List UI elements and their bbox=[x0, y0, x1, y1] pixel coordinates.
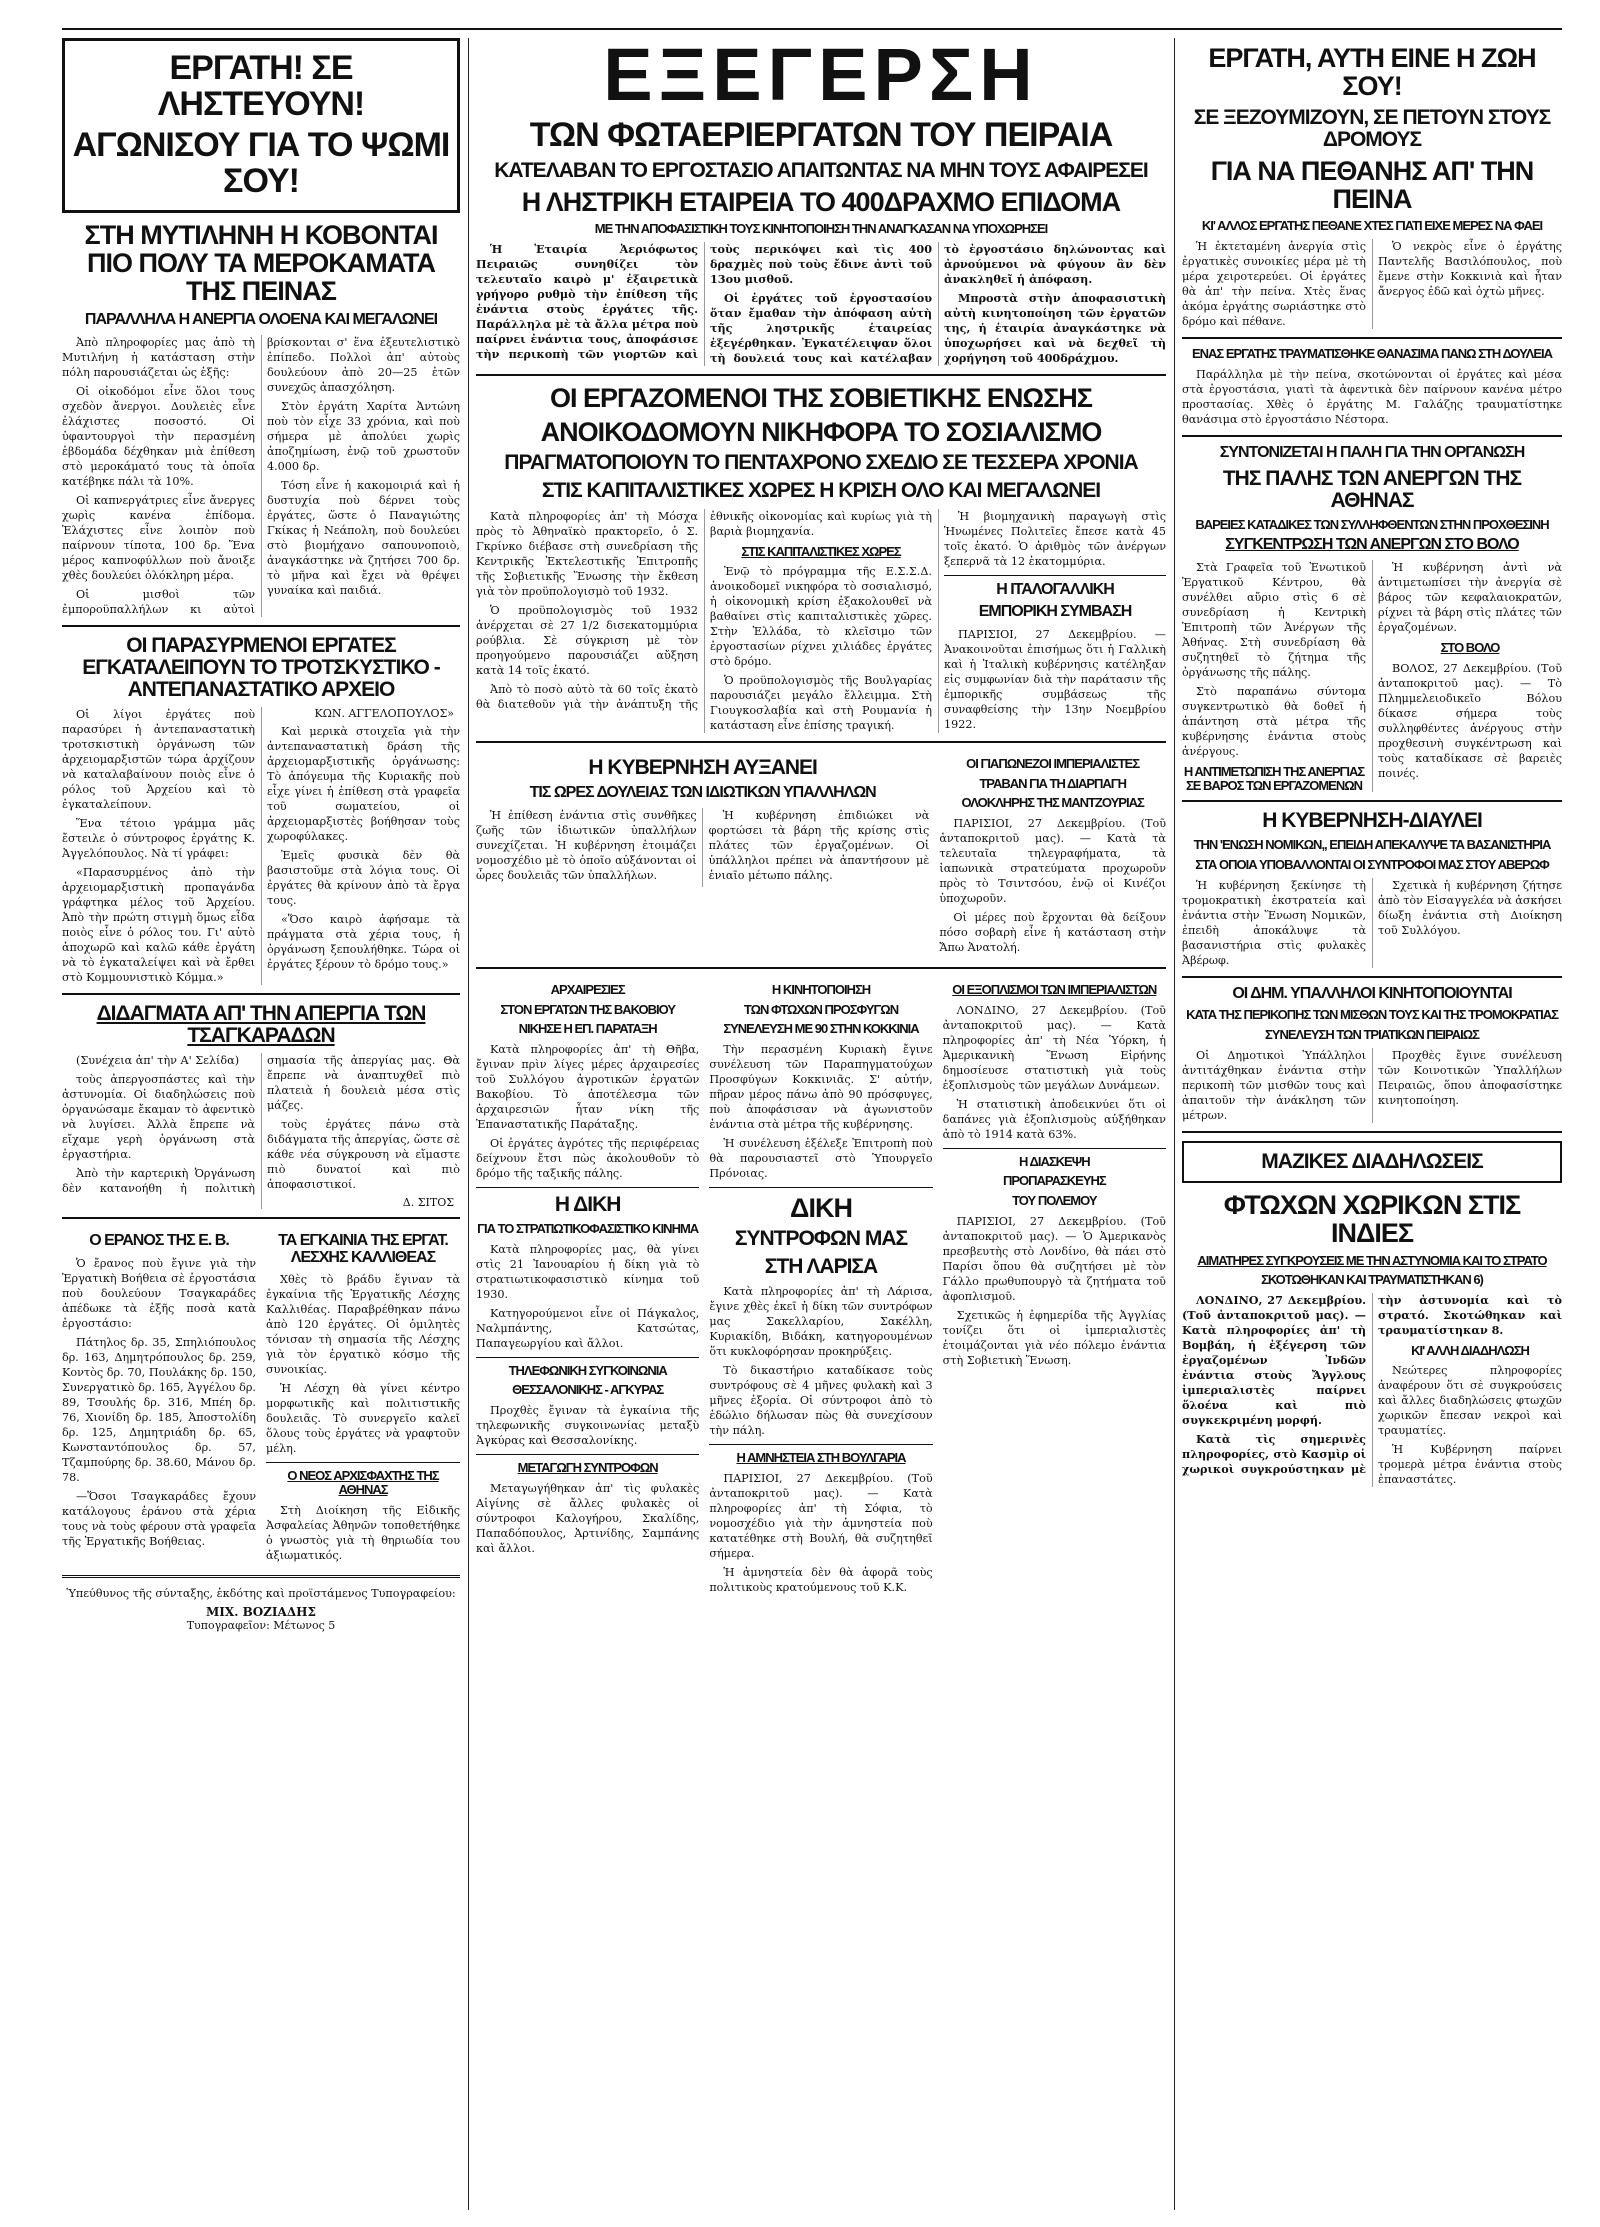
paragraph: Στὴ Διοίκηση τῆς Εἰδικῆς Ἀσφαλείας Ἀθηνῶν τοποθετήθηκε ὁ γνωστὸς γιὰ τὴ θηριωδία του ἀξιωματικός. bbox=[266, 1503, 460, 1562]
paragraph: Οἱ λίγοι ἐργάτες ποὺ παρασύρει ἡ ἀντεπαναστατικὴ τροτσκιστικὴ ὀργάνωση τῶν ἀρχειομαρξιστῶν τώρα ἀρχίζουν νὰ καταλαβαίνουν ποιὸς εἶνε ὁ ρόλος τοῦ Ἀρχείου καὶ τὸ ἐγκαταλείπουν. bbox=[62, 707, 255, 811]
paragraph: Ὁ προϋπολογισμὸς τῆς Βουλγαρίας παρουσιάζει μεγάλο ἔλλειμμα. Στὴ Γιουγκοσλαβία καὶ στὴ Ρουμανία ἡ κατάσταση εἶνε ἐπίσης τραγική. bbox=[710, 674, 932, 733]
newspaper-page bbox=[62, 20, 1562, 2210]
headline: ΑΡΧΑΙΡΕΣΙΕΣ bbox=[550, 982, 625, 998]
headline: Η ΚΥΒΕΡΝΗΣΗ-ΔΙΑΥΛΕΙ bbox=[1262, 809, 1482, 833]
divider bbox=[476, 967, 1166, 969]
paragraph: Ὁ προϋπολογισμὸς τοῦ 1932 ἀνέρχεται σὲ 27 1/2 δισεκατομμύρια ρούβλια. Σὲ σύγκριση μὲ τὸν προηγούμενο παρουσιάζει αὔξηση κατὰ 14 τοῖς ἑκατό. bbox=[476, 603, 698, 677]
column-left bbox=[62, 38, 460, 2210]
paragraph: Κατὰ τὶς σημερινὲς πληροφορίες, στὸ Κασμὶρ οἱ χωρικοὶ συγκρούστηκαν μὲ τὴν ἀστυνομία καὶ τὸ στρατό. Σκοτώθηκαν καὶ τραυματίστηκαν 8. bbox=[1182, 1292, 1562, 1476]
headline: ΠΡΟΠΑΡΑΣΚΕΥΗΣ bbox=[1002, 1173, 1106, 1189]
paragraph: ΒΟΛΟΣ, 27 Δεκεμβρίου. (Τοῦ ἀνταποκριτοῦ μας). — Τὸ Πλημμελειοδικεῖο Βόλου δίκασε σήμερα τοὺς συλληφθέντες ἀνέργους στὴν προχθεσινὴ συγκέντρωση καὶ τοὺς καταδίκασε σὲ βαρειὲς ποινές. bbox=[1378, 661, 1562, 780]
headline: Ο ΕΡΑΝΟΣ ΤΗΣ Ε. Β. bbox=[89, 1231, 229, 1249]
paragraph: Ὁ νεκρὸς εἶνε ὁ ἐργάτης Παντελῆς Βασιλόπουλος, ποὺ ἔμενε στὴν Κοκκινιὰ καὶ ἦταν ἄνεργος ἐδῶ καὶ ὀχτὼ μῆνες. bbox=[1378, 240, 1562, 299]
headline: ΤΟΥ ΠΟΛΕΜΟΥ bbox=[1012, 1192, 1097, 1208]
article-body bbox=[62, 335, 460, 617]
divider bbox=[944, 575, 1166, 576]
headline: ΜΑΖΙΚΕΣ ΔΙΑΔΗΛΩΣΕΙΣ bbox=[1261, 1149, 1483, 1173]
paragraph: Κατὰ πληροφορίες ἀπ' τὴ Μόσχα πρὸς τὸ Ἀθηναϊκὸ πρακτορεῖο, ὁ Σ. Γκρίνκο διέβασε στὴ συνεδρίαση τῆς Κεντρικῆς Ἐκτελεστικῆς Ἐπιτροπῆς τῆς Σοβιετικῆς Ἕνωσης τὴν ἔκθεση γιὰ τὸν προϋπολογισμὸ τοῦ 1932. bbox=[476, 509, 698, 598]
headline: ΔΙΔΑΓΜΑΤΑ ΑΠ' ΤΗΝ ΑΠΕΡΓΙΑ ΤΩΝ ΤΣΑΓΚΑΡΑΔΩΝ bbox=[96, 1001, 426, 1047]
paragraph: Τὴν περασμένη Κυριακὴ ἔγινε συνέλευση τῶν Παραπηγματούχων Προσφύγων Κοκκινιᾶς. Σ' αὐτήν, πῆραν μέρος πάνω ἀπὸ 90 πρόσφυγες, ποὺ ἀποφάσισαν νὰ ἀγωνιστοῦν ἐνάντια στὰ μέτρα τῆς κυβέρνησης. bbox=[709, 1042, 933, 1131]
article-body bbox=[1182, 560, 1562, 792]
paragraph: Ἀπὸ πληροφορίες μας ἀπὸ τὴ Μυτιλήνη ἡ κατάσταση στὴν πόλη παρουσιάζεται ὡς ἑξῆς: bbox=[62, 335, 255, 379]
divider bbox=[266, 1462, 460, 1463]
paragraph: ΠΑΡΙΣΙΟΙ, 27 Δεκεμβρίου. (Τοῦ ἀνταποκριτοῦ μας). — Κατὰ τὰ τελευταῖα τηλεγραφήματα, τὰ ἰαπωνικὰ στρατεύματα προχωροῦν πρὸς τὸ Τσιντσόου, ἐνῷ οἱ Κινέζοι ὑποχωροῦν. bbox=[939, 817, 1166, 906]
divider bbox=[62, 993, 460, 995]
paragraph: Οἱ μισθοὶ τῶν ἐμποροϋπαλλήλων κι αὐτοὶ βρίσκονται σ' ἕνα ἐξευτελιστικὸ ἐπίπεδο. Πολλοὶ ἀπ' αὐτοὺς δουλεύουν ἀπὸ 20—25 ἑτῶν συνεχῶς ἀπασχόληση. bbox=[62, 335, 460, 616]
paragraph: Στὰ Γραφεῖα τοῦ Ἑνωτικοῦ Ἐργατικοῦ Κέντρου, θὰ συνέλθει αὔριο στὶς 6 σὲ συνεδρίαση ἡ Κεντρικὴ Ἐπιτροπὴ τῶν Ἀνέργων τῆς Ἀθήνας. Στὴ συνεδρίαση θὰ συζητηθεῖ τὸ ζήτημα τῆς ὀργάνωσης τῆς πάλης. bbox=[1182, 561, 1366, 680]
imprint-address: Τυπογραφεῖον: Μέτωνος 5 bbox=[186, 1618, 336, 1632]
subheadline: ΠΑΡΑΛΛΗΛΑ Η ΑΝΕΡΓΙΑ ΟΛΟΕΝΑ ΚΑΙ ΜΕΓΑΛΩΝΕΙ bbox=[84, 310, 438, 328]
center-bottom-row bbox=[476, 977, 1166, 1599]
headline-line: ΜΕ ΤΗΝ ΑΠΟΦΑΣΙΣΤΙΚΗ ΤΟΥΣ ΚΙΝΗΤΟΠΟΙΗΣΗ ΤΗΝ ΑΝΑΓΚΑΣΑΝ ΝΑ ΥΠΟΧΩΡΗΣΕΙ bbox=[594, 221, 1048, 237]
headline: ΣΥΝΤΟΝΙΖΕΤΑΙ Η ΠΑΛΗ ΓΙΑ ΤΗΝ ΟΡΓΑΝΩΣΗ bbox=[1219, 443, 1525, 461]
paragraph: ΛΟΝΔΙΝΟ, 27 Δεκεμβρίου. (Τοῦ ἀνταποκριτοῦ μας). — Κατὰ πληροφορίες ἀπ' τὴ Βομβάη, ἡ ἐξέγερση τῶν ἐργαζομένων Ἰνδῶν ἐνάντια στοὺς Ἄγγλους ἰμπεριαλιστὲς παίρνει ὅλοένα καὶ πιὸ συγκεκριμένη μορφή. bbox=[1182, 1292, 1366, 1427]
paragraph: Οἱ ἐργάτες τοῦ ἐργοστασίου ὅταν ἔμαθαν τὴν ἀπόφαση αὐτὴ τῆς ληστρικῆς ἑταιρείας ἐξεγέρθηκαν. Ἐγκατέλειψαν ὅλοι τὴ δουλειά τους καὶ κατέλαβαν τὸ ἐργοστάσιο δηλώνοντας καὶ ἀρνούμενοι νὰ φύγουν ἂν δὲν ἀνακληθεῖ ἡ ἀπόφαση. bbox=[710, 241, 1166, 365]
headline: ΤΗΛΕΦΩΝΙΚΗ ΣΥΓΚΟΙΝΩΝΙΑ bbox=[508, 1362, 667, 1378]
headline: ΣΤΑ ΟΠΟΙΑ ΥΠΟΒΑΛΛΟΝΤΑΙ ΟΙ ΣΥΝΤΡΟΦΟΙ ΜΑΣ ΣΤΟΥ ΑΒΕΡΩΦ bbox=[1195, 857, 1549, 873]
subheadline: Η ΑΝΤΙΜΕΤΩΠΙΣΗ ΤΗΣ ΑΝΕΡΓΙΑΣ ΣΕ ΒΑΡΟΣ ΤΩΝ ΕΡΓΑΖΟΜΕΝΩΝ bbox=[1183, 764, 1365, 793]
divider bbox=[943, 1148, 1166, 1149]
imprint-text: Ὑπεύθυνος τῆς σύνταξης, ἐκδότης καὶ προϊστάμενος Τυπογραφείου: bbox=[66, 1586, 456, 1600]
headline: ΣΤΟΝ ΕΡΓΑΤΩΝ ΤΗΣ ΒΑΚΟΒΙΟΥ bbox=[500, 1001, 675, 1017]
paragraph: Ἡ στατιστικὴ ἀποδεικνύει ὅτι οἱ δαπάνες γιὰ ἐξοπλισμοὺς αὐξήθηκαν ἀπὸ τὸ 1914 κατὰ 63%. bbox=[942, 1097, 1166, 1141]
headline: ΜΕΤΑΓΩΓΗ ΣΥΝΤΡΟΦΩΝ bbox=[517, 1459, 658, 1475]
divider bbox=[62, 625, 460, 627]
center-subcol-3 bbox=[943, 977, 1166, 1599]
paragraph: Κατὰ πληροφορίες ἀπ' τὴ Θῆβα, ἔγιναν πρὶν λίγες μέρες ἀρχαιρεσίες τοῦ Συλλόγου ἀγροτικῶν ἐργατῶν Βακοβίου. Τὸ ἀποτέλεσμα τῶν ἀρχαιρεσιῶν ἦταν νίκη τῆς Ἐπαναστατικῆς Παράταξης. bbox=[476, 1042, 700, 1131]
divider bbox=[1182, 435, 1562, 437]
banner-line1: ΕΡΓΑΤΗ! ΣΕ ΛΗΣΤΕΥΟΥΝ! bbox=[157, 49, 365, 123]
paragraph: «Ὅσο καιρὸ ἀφήσαμε τὰ πράγματα στὰ χέρια τους, ἡ ὀργάνωση ξεπουλήθηκε. Τώρα οἱ ἐργάτες ξέρουν τὸ δρόμο τους.» bbox=[267, 912, 460, 971]
divider bbox=[709, 1444, 932, 1445]
banner-line: ΣΕ ΞΕΖΟΥΜΙΖΟΥΝ, ΣΕ ΠΕΤΟΥΝ ΣΤΟΥΣ ΔΡΟΜΟΥΣ bbox=[1193, 105, 1551, 151]
article-body bbox=[1182, 1293, 1562, 1488]
paragraph: Σχετικὰ ἡ κυβέρνηση ζήτησε ἀπὸ τὸν Εἰσαγγελέα νὰ ἀσκήσει δίωξη ἐνάντια στὴ Διοίκηση τοῦ Συλλόγου. bbox=[1378, 878, 1562, 937]
article-kallithea bbox=[266, 1227, 460, 1567]
paragraph: Ἡ βιομηχανικὴ παραγωγὴ στὶς Ἡνωμένες Πολιτεῖες ἔπεσε κατὰ 45 τοῖς ἑκατό. Ὁ ἀριθμὸς τῶν ἀνέργων ξεπερνᾶ τὰ 12 ἑκατομμύρια. bbox=[944, 509, 1166, 568]
divider bbox=[1182, 1131, 1562, 1133]
paragraph: Οἱ ἐργάτες ἀγρότες τῆς περιφέρειας δείχνουν ἔτσι πὼς ἀκολουθοῦν τὸ δρόμο τῆς ταξικῆς πάλης. bbox=[476, 1136, 700, 1180]
paragraph: Ἡ κυβέρνηση ξεκίνησε τὴ τρομοκρατικὴ ἐκστρατεία καὶ ἐνάντια στὴν Ἕνωση Νομικῶν, ἐπειδὴ ἀποκάλυψε τὰ βασανιστήρια στὶς φυλακὲς Ἀβέρωφ. bbox=[1182, 878, 1366, 967]
divider bbox=[1182, 976, 1562, 978]
headline: ΤΩΝ ΦΤΩΧΩΝ ΠΡΟΣΦΥΓΩΝ bbox=[743, 1001, 899, 1017]
paragraph: Στὸν ἐργάτη Χαρίτα Ἀντώνη ποὺ τὸν εἶχε 33 χρόνια, καὶ ποὺ σήμερα μὲ ἀπολύει χωρὶς ἀποζημίωση, ἐνῷ τοῦ χρωστοῦν 4.000 δρ. bbox=[267, 399, 460, 473]
headline: Η ΚΙΝΗΤΟΠΟΙΗΣΗ bbox=[771, 982, 871, 998]
headline: Η ΙΤΑΛΟΓΑΛΛΙΚΗ bbox=[996, 580, 1114, 598]
center-row bbox=[476, 751, 1166, 959]
headline: ΤΗΝ 'ΕΝΩΣΗ ΝΟΜΙΚΩΝ,, ΕΠΕΙΔΗ ΑΠΕΚΑΛΥΨΕ ΤΑ ΒΑΣΑΝΙΣΤΗΡΙΑ bbox=[1193, 837, 1551, 853]
paragraph: Τόση εἶνε ἡ κακομοιριά καὶ ἡ δυστυχία ποὺ δέρνει τοὺς ἐργάτες, ὥστε ὁ Παναγιώτης Γκίκας ἡ Νεάπολη, ποὺ δουλεύει στὸ βιομήχανο σαπουνοποιὸ, ἀναγκάστηκε νὰ ζητήσει 700 δρ. τὸ μῆνα καὶ ἔχει νὰ θρέψει γυναίκα καὶ παιδιά. bbox=[267, 478, 460, 597]
headline: Η ΔΙΑΣΚΕΨΗ bbox=[1019, 1153, 1090, 1169]
column-right bbox=[1182, 38, 1562, 2210]
paragraph: Πάτηλος δρ. 35, Σπηλιόπουλος δρ. 163, Δημητρόπουλος δρ. 259, Κοντὸς δρ. 70, Πουλάκης δρ. 150, Συνεργατικὸ δρ. 165, Ἀγγέλου δρ. 89, Τσουλής δρ. 316, Μπέη δρ. 76, Χιονίδη δρ. 185, Ἀποστολίδη δρ. 125, Δημητριάδη δρ. 65, Κωνσταντόπουλος δρ. 57, Τζαμπούρης δρ. 38.60, Μάνου δρ. 78. bbox=[62, 1335, 256, 1484]
paragraph: Ἡ κυβέρνηση ἀντὶ νὰ ἀντιμετωπίσει τὴν ἀνεργία σὲ βάρος τῶν κεφαλαιοκρατῶν, ρίχνει τὰ βάρη στὶς πλάτες τῶν ἐργαζομένων. bbox=[1378, 561, 1562, 635]
divider bbox=[1182, 800, 1562, 802]
paragraph: «Παρασυρμένος ἀπὸ τὴν ἀρχειομαρξιστικὴ προπαγάνδα γράφτηκα μέλος τοῦ Ἀρχείου. Ἀπὸ τὴν πρώτη στιγμὴ ὅμως εἶδα ποιὸς εἶνε ὁ ρόλος του. Γι' αὐτὸ ἀποχωρῶ καὶ καλῶ κάθε ἐργάτη νὰ τὸ ἐγκαταλείψει καὶ νὰ ἔρθει στὸ Κομμουνιστικὸ Κόμμα.» bbox=[62, 865, 255, 984]
headline: ΝΙΚΗΣΕ Η ΕΠ. ΠΑΡΑΤΑΞΗ bbox=[518, 1021, 657, 1037]
headline: Ο ΝΕΟΣ ΑΡΧΙΣΦΑΧΤΗΣ ΤΗΣ ΑΘΗΝΑΣ bbox=[287, 1468, 439, 1498]
subheadline: ΣΤΙΣ ΚΑΠΙΤΑΛΙΣΤΙΚΕΣ ΧΩΡΕΣ bbox=[741, 543, 901, 559]
paragraph: ΠΑΡΙΣΙΟΙ, 27 Δεκεμβρίου. — Ἀνακοινοῦται ἐπισήμως ὅτι ἡ Γαλλικὴ καὶ ἡ Ἰταλικὴ κυβέρνησις κατέληξαν εἰς συμφωνίαν διὰ τὴν παράτασιν τῆς ἐμπορικῆς συμβάσεως τῆς συναφθείσης τὴν 13ην Νοεμβρίου 1922. bbox=[944, 628, 1166, 732]
article-private bbox=[476, 751, 929, 959]
headline: Η ΑΜΝΗΣΤΕΙΑ ΣΤΗ ΒΟΥΛΓΑΡΙΑ bbox=[736, 1450, 906, 1466]
center-subcol-2 bbox=[709, 977, 932, 1599]
paragraph: Μεταγωγήθηκαν ἀπ' τὶς φυλακὲς Αἰγίνης σὲ ἄλλες φυλακὲς οἱ σύντροφοι Καλογήρου, Σκαλίδης, Παπαδόπουλος, Ἀρτινίδης, Σαμπάνης καὶ ἄλλοι. bbox=[476, 1481, 700, 1555]
paragraph: Σχετικῶς ἡ ἐφημερίδα τῆς Ἀγγλίας τονίζει ὅτι οἱ ἰμπεριαλιστὲς ἑτοιμάζονται γιὰ νέο πόλεμο ἐνάντια στὴ Σοβιετικὴ Ἕνωση. bbox=[942, 1308, 1166, 1367]
paragraph: Οἱ μέρες ποὺ ἔρχονται θὰ δείξουν πόσο σοβαρὴ εἶνε ἡ κατάσταση στὴν Ἄπω Ἀνατολή. bbox=[939, 911, 1166, 955]
paragraph: Ἡ ἐπίθεση ἐνάντια στὶς συνθῆκες ζωῆς τῶν ἰδιωτικῶν ὑπαλλήλων συνεχίζεται. Ἡ κυβέρνηση ἑτοιμάζει νομοσχέδιο μὲ τὸ ὁποῖο αὐξάνονται οἱ ὧρες δουλειᾶς τῶν ὑπαλλήλων. bbox=[476, 808, 697, 882]
headline: ΣΥΝΕΛΕΥΣΗ ΤΩΝ ΤΡΙΑΤΙΚΩΝ ΠΕΙΡΑΙΩΣ bbox=[1265, 1027, 1479, 1043]
banner-line2: ΑΓΩΝΙΣΟΥ ΓΙΑ ΤΟ ΨΩΜΙ ΣΟΥ! bbox=[72, 126, 450, 201]
article-eranos bbox=[62, 1227, 256, 1567]
headline: ΟΙ ΓΙΑΠΩΝΕΖΟΙ ΙΜΠΕΡΙΑΛΙΣΤΕΣ bbox=[966, 756, 1140, 772]
signature: ΚΩΝ. ΑΓΓΕΛΟΠΟΥΛΟΣ» bbox=[314, 706, 454, 720]
column-center bbox=[476, 38, 1166, 2210]
headline: ΣΥΝΕΛΕΥΣΗ ΜΕ 90 ΣΤΗΝ ΚΟΚΚΙΝΙΑ bbox=[723, 1021, 919, 1037]
headline-line: ΤΩΝ ΦΩΤΑΕΡΙΕΡΓΑΤΩΝ ΤΟΥ ΠΕΙΡΑΙΑ bbox=[529, 116, 1113, 154]
paragraph: Ἡ ἐκτεταμένη ἀνεργία στὶς ἐργατικὲς συνοικίες μέρα μὲ τὴ μέρα χειροτερεύει. Οἱ ἐργάτες θὰ ἀπ' τὴν πείνα. Χτὲς ἕνας ἀκόμα ἐργάτης σωριάστηκε στὸ δρόμο καὶ πέθανε. bbox=[1182, 240, 1366, 329]
article-japan bbox=[939, 751, 1166, 959]
headline: ΟΛΟΚΛΗΡΗΣ ΤΗΣ ΜΑΝΤΖΟΥΡΙΑΣ bbox=[961, 795, 1144, 811]
paragraph: Προχθὲς ἔγινε συνέλευση τῶν Κοινοτικῶν Ὑπαλλήλων Πειραιῶς, ὅπου ἀποφασίστηκε κινητοποίηση. bbox=[1378, 1048, 1562, 1107]
center-subcol-1 bbox=[476, 977, 699, 1599]
headline: ΤΑ ΕΓΚΑΙΝΙΑ ΤΗΣ ΕΡΓΑΤ. ΛΕΣΧΗΣ ΚΑΛΛΙΘΕΑΣ bbox=[278, 1231, 448, 1266]
subheadline: ΚΙ' ΑΛΛΗ ΔΙΑΔΗΛΩΣΗ bbox=[1411, 1342, 1529, 1358]
paragraph: Οἱ καπνεργάτριες εἶνε ἄνεργες χωρὶς κανένα ἐπίδομα. Ἐλάχιστες εἶνε λοιπὸν ποὺ παίρνουν τίποτα, 100 δρ. Ἕνα μέρος καπνοφύλλων ποὺ ἄνοιξε χθὲς δουλεύει ὁλόκληρη μέρα. bbox=[62, 493, 255, 582]
banner-line: ΕΡΓΑΤΗ, ΑΥΤΗ ΕΙΝΕ Η ΖΩΗ ΣΟΥ! bbox=[1208, 43, 1536, 102]
subheadline: ΣΤΟ ΒΟΛΟ bbox=[1440, 640, 1500, 656]
headline: ΟΙ ΠΑΡΑΣΥΡΜΕΝΟΙ ΕΡΓΑΤΕΣ ΕΓΚΑΤΑΛΕΙΠΟΥΝ ΤΟ ΤΡΟΤΣΚΥΣΤΙΚΟ - ΑΝΤΕΠΑΝΑΣΤΑΤΙΚΟ ΑΡΧΕΙΟ bbox=[82, 633, 440, 701]
banner-box bbox=[62, 38, 460, 213]
paragraph: Ἡ συνέλευση ἐξέλεξε Ἐπιτροπὴ ποὺ θὰ παρουσιαστεῖ στὸ Ὑπουργεῖο Πρόνοιας. bbox=[709, 1136, 933, 1180]
article-body bbox=[476, 242, 1166, 366]
headline: ΦΤΩΧΩΝ ΧΩΡΙΚΩΝ ΣΤΙΣ ΙΝΔΙΕΣ bbox=[1223, 1189, 1521, 1249]
headline: ΤΗΣ ΠΑΛΗΣ ΤΩΝ ΑΝΕΡΓΩΝ ΤΗΣ ΑΘΗΝΑΣ bbox=[1222, 466, 1522, 512]
paragraph: Ὁ ἔρανος ποὺ ἔγινε γιὰ τὴν Ἐργατικὴ Βοήθεια σὲ ἐργοστάσια ποὺ δουλεύουν Τσαγκαράδες ἀπέδωκε τὰ ἑξῆς ποσὰ κατὰ ἐργοστάσιο: bbox=[62, 1256, 256, 1330]
headline-line: Η ΛΗΣΤΡΙΚΗ ΕΤΑΙΡΕΙΑ ΤΟ 400ΔΡΑΧΜΟ ΕΠΙΔΟΜΑ bbox=[521, 186, 1121, 217]
paragraph: Κατὰ πληροφορίες ἀπ' τὴ Λάρισα, ἔγινε χθὲς ἐκεῖ ἡ δίκη τῶν συντρόφων μας Σακελλαρίου, Σακέλλη, Κυριακίδη, Βιδάκη, κατηγορουμένων ὅτι κυκλοφόρησαν προκηρύξεις. bbox=[709, 1285, 933, 1359]
paragraph: Παράλληλα μὲ τὴν πείνα, σκοτώνονται οἱ ἐργάτες καὶ μέσα στὰ ἐργοστάσια, γιατὶ τὰ ἀφεντικὰ δὲν παίρνουν κανένα μέτρο προστασίας. Χθὲς ὁ ἐργάτης Μ. Γαλάζης τραυματίστηκε θανάσιμα στὸ ἐργοστάσιο Νέστορα. bbox=[1182, 367, 1562, 426]
paragraph: —Ὅσοι Τσαγκαράδες ἔχουν κατάλογους ἐράνου στὰ χέρια τους νὰ τοὺς φέρουν στὰ γραφεῖα τῆς Ἐργατικῆς Βοήθειας. bbox=[62, 1489, 256, 1548]
paragraph: Ἡ Ἑταιρία Ἀεριόφωτος Πειραιῶς συνηθίζει τὸν τελευταῖο καιρὸ μ' ἐξαιρετικὰ γρήγορο ρυθμὸ τὴν ἐπίθεση τῆς ἐνάντια στοὺς ἐργάτες τῆς. Παράλληλα μὲ τὰ ἄλλα μέτρα ποὺ παίρνει ἐνάντια τους, ἀποφάσισε τὴν περικοπὴ τῶν γιορτῶν καὶ τοὺς περικόψει καὶ τὶς 400 δραχμὲς ποὺ τοὺς ἔδινε ἀντὶ τοῦ 13ου μισθοῦ. bbox=[476, 241, 932, 361]
paragraph: Στὸ παραπάνω σύντομα συγκεντρωτικὸ θὰ δοθεῖ ἡ ἀπάντηση στὰ μέτρα τῆς κυβέρνησης ἐνάντια στοὺς ἀνέργους. bbox=[1182, 685, 1366, 759]
paragraph: Ἐνῷ τὸ πρόγραμμα τῆς Ε.Σ.Σ.Δ. ἀνοικοδομεῖ νικηφόρα τὸ σοσιαλισμό, ἡ οἰκονομικὴ κρίση ἐξακολουθεῖ νὰ βαθαίνει στὶς καπιταλιστικὲς χῶρες. Στὴν Ἑλλάδα, τὸ κλεῖσιμο τῶν ἐργοστασίων ρίχνει χιλιάδες ἐργάτες στὸ δρόμο. bbox=[710, 565, 932, 669]
banner-line: ΚΙ' ΑΛΛΟΣ ΕΡΓΑΤΗΣ ΠΕΘΑΝΕ ΧΤΕΣ ΓΙΑΤΙ ΕΙΧΕ ΜΕΡΕΣ ΝΑ ΦΑΕΙ bbox=[1201, 218, 1543, 234]
headline: ΣΤΗ ΜΥΤΙΛΗΝΗ Η ΚΟΒΟΝΤΑΙ ΠΙΟ ΠΟΛΥ ΤΑ ΜΕΡΟΚΑΜΑΤΑ ΤΗΣ ΠΕΙΝΑΣ bbox=[84, 219, 438, 307]
divider bbox=[709, 1187, 932, 1188]
headline: ΣΥΝΤΡΟΦΩΝ ΜΑΣ bbox=[734, 1227, 908, 1251]
divider bbox=[62, 1575, 460, 1578]
headline: ΕΝΑΣ ΕΡΓΑΤΗΣ ΤΡΑΥΜΑΤΙΣΘΗΚΕ ΘΑΝΑΣΙΜΑ ΠΑΝΩ ΣΤΗ ΔΟΥΛΕΙΑ bbox=[1191, 346, 1553, 362]
paragraph: Μπροστὰ στὴν ἀποφασιστικὴ αὐτὴ κινητοποίηση τῶν ἐργατῶν της, ἡ ἑταιρία ἀναγκάστηκε νὰ ὑποχωρήσει καὶ νὰ δεχθεῖ τὴ χορήγηση τοῦ 400δράχμου. bbox=[944, 290, 1166, 365]
headline-line: ΟΙ ΕΡΓΑΖΟΜΕΝΟΙ ΤΗΣ ΣΟΒΙΕΤΙΚΗΣ ΕΝΩΣΗΣ bbox=[550, 382, 1092, 413]
paragraph: Κατηγορούμενοι εἶνε οἱ Πάγκαλος, Ναλμπάντης, Κατσώτας, Παπαγεωργίου καὶ ἄλλοι. bbox=[476, 1306, 700, 1350]
headline: ΤΡΑΒΑΝ ΓΙΑ ΤΗ ΔΙΑΡΠΑΓΗ bbox=[979, 775, 1127, 791]
paragraph: Τὸ δικαστήριο καταδίκασε τοὺς συντρόφους σὲ 4 μῆνες φυλακὴ καὶ 3 μῆνες ἐξορία. Οἱ σύντροφοι ἀπὸ τὸ ἑδώλιο δήλωσαν πὼς θὰ συνεχίσουν τὴν πάλη. bbox=[709, 1364, 933, 1438]
divider bbox=[476, 741, 1166, 743]
headline: ΣΥΓΚΕΝΤΡΩΣΗ ΤΩΝ ΑΝΕΡΓΩΝ ΣΤΟ ΒΟΛΟ bbox=[1225, 536, 1519, 554]
paragraph: Ἕνα τέτοιο γράμμα μᾶς ἔστειλε ὁ σύντροφος ἐργάτης Κ. Ἀγγελόπουλος. Νὰ τί γράφει: bbox=[62, 816, 255, 860]
article-body bbox=[476, 808, 929, 887]
paragraph: Κατὰ πληροφορίες μας, θὰ γίνει στὶς 21 Ἰανουαρίου ἡ δίκη γιὰ τὸ στρατιωτικοφασιστικὸ κίνημα τοῦ 1930. bbox=[476, 1242, 700, 1301]
top-rule bbox=[62, 28, 1562, 30]
divider bbox=[476, 374, 1166, 376]
paragraph: Ἀπὸ τὴν καρτερικὴ Ὀργάνωση δὲν κατανοήθη ἡ πολιτικὴ σημασία τῆς ἀπεργίας μας. Θὰ ἔπρεπε νὰ ἀναπτυχθεῖ πιὸ πλατειὰ ἡ δουλειὰ μέσα στὶς μάζες. bbox=[62, 1053, 460, 1195]
headline-line: ΠΡΑΓΜΑΤΟΠΟΙΟΥΝ ΤΟ ΠΕΝΤΑΧΡΟΝΟ ΣΧΕΔΙΟ ΣΕ ΤΕΣΣΕΡΑ ΧΡΟΝΙΑ bbox=[504, 451, 1138, 475]
article-body bbox=[62, 1053, 460, 1209]
divider bbox=[62, 1217, 460, 1219]
headline: ΟΙ ΕΞΟΠΛΙΣΜΟΙ ΤΩΝ ΙΜΠΕΡΙΑΛΙΣΤΩΝ bbox=[952, 982, 1157, 998]
headline: ΟΙ ΔΗΜ. ΥΠΑΛΛΗΛΟΙ ΚΙΝΗΤΟΠΟΙΟΥΝΤΑΙ bbox=[1232, 984, 1512, 1002]
paragraph: Νεώτερες πληροφορίες ἀναφέρουν ὅτι σὲ συγκρούσεις καὶ ἄλλες διαδηλώσεις φτωχῶν χωρικῶν ἔπεσαν νεκροὶ καὶ τραυματίες. bbox=[1378, 1364, 1562, 1438]
headline: ΔΙΚΗ bbox=[790, 1192, 852, 1223]
article-body bbox=[476, 509, 1166, 734]
paragraph: Οἱ Δημοτικοὶ Ὑπάλληλοι ἀντιτάχθηκαν ἐνάντια στὴν περικοπὴ τῶν μισθῶν τους καὶ ἀπαιτοῦν τὴν ἀνάκληση τῶν μέτρων. bbox=[1182, 1048, 1366, 1122]
paragraph: Χθὲς τὸ βράδυ ἔγιναν τὰ ἐγκαίνια τῆς Ἐργατικῆς Λέσχης Καλλιθέας. Παραβρέθηκαν πάνω ἀπὸ 120 ἐργάτες. Οἱ ὁμιλητὲς τόνισαν τὴ σημασία τῆς Λέσχης γιὰ τὸν ἐργατικὸ κόσμο τῆς συνοικίας. bbox=[266, 1273, 460, 1377]
headline: ΣΤΗ ΛΑΡΙΣΑ bbox=[764, 1255, 878, 1279]
headline: ΚΑΤΑ ΤΗΣ ΠΕΡΙΚΟΠΗΣ ΤΩΝ ΜΙΣΘΩΝ ΤΟΥΣ ΚΑΙ ΤΗΣ ΤΡΟΜΟΚΡΑΤΙΑΣ bbox=[1186, 1007, 1558, 1023]
paragraph: ΠΑΡΙΣΙΟΙ, 27 Δεκεμβρίου. (Τοῦ ἀνταποκριτοῦ μας). — Ὁ Ἀμερικανὸς πρεσβευτὴς στὸ Λονδίνο, θὰ πάει στὸ Παρίσι ὅπου θὰ συζητήσει μὲ τὸν Γάλλο πρωθυπουργὸ τὰ ζητήματα τοῦ ἀφοπλισμοῦ. bbox=[942, 1214, 1166, 1303]
paragraph: Οἱ οἰκοδόμοι εἶνε ὅλοι τους σχεδὸν ἄνεργοι. Δουλειὲς εἶνε ἐλάχιστες ποσοστό. Οἱ ὑφαντουργοὶ τὴν περασμένη ἑβδομάδα δέχθηκαν μιὰ ἐπίθεση στὸ μεροκάματό τους τὰ ὁποῖα κατέβηκε πάλι τὰ 10%. bbox=[62, 384, 255, 488]
headline: Η ΚΥΒΕΡΝΗΣΗ ΑΥΞΑΝΕΙ bbox=[588, 756, 817, 780]
headline: ΒΑΡΕΙΕΣ ΚΑΤΑΔΙΚΕΣ ΤΩΝ ΣΥΛΛΗΦΘΕΝΤΩΝ ΣΤΗΝ ΠΡΟΧΘΕΣΙΝΗ bbox=[1195, 516, 1549, 532]
paragraph: Ἡ Λέσχη θὰ γίνει κέντρο μορφωτικῆς καὶ πολιτιστικῆς δουλειᾶς. Τὸ συνεργεῖο καλεῖ ὅλους τοὺς ἐργάτες νὰ γραφτοῦν μέλη. bbox=[266, 1382, 460, 1456]
headline-line: ΚΑΤΕΛΑΒΑΝ ΤΟ ΕΡΓΟΣΤΑΣΙΟ ΑΠΑΙΤΩΝΤΑΣ ΝΑ ΜΗΝ ΤΟΥΣ ΑΦΑΙΡΕΣΕΙ bbox=[494, 158, 1148, 182]
divider bbox=[476, 1357, 699, 1358]
article-body bbox=[1182, 239, 1562, 329]
paragraph: Ἀπὸ τὸ ποσὸ αὐτὸ τὰ 60 τοῖς ἑκατὸ θὰ διατεθοῦν γιὰ τὴν ἀνάπτυξη τῆς ἐθνικῆς οἰκονομίας καὶ κυρίως γιὰ τὴ βαριὰ βιομηχανία. bbox=[476, 509, 932, 711]
headline: ΘΕΣΣΑΛΟΝΙΚΗΣ - ΑΓΚΥΡΑΣ bbox=[512, 1382, 664, 1398]
paragraph: Ἡ Κυβέρνηση παίρνει τρομερὰ μέτρα ἐνάντια στοὺς ἐπαναστάτες. bbox=[1378, 1443, 1562, 1487]
divider bbox=[476, 1454, 699, 1455]
headline-box bbox=[1182, 1141, 1562, 1183]
headline: Η ΔΙΚΗ bbox=[554, 1192, 621, 1216]
headline-line: ΣΤΙΣ ΚΑΠΙΤΑΛΙΣΤΙΚΕΣ ΧΩΡΕΣ Η ΚΡΙΣΗ ΟΛΟ ΚΑΙ ΜΕΓΑΛΩΝΕΙ bbox=[541, 479, 1101, 503]
paragraph: ΠΑΡΙΣΙΟΙ, 27 Δεκεμβρίου. (Τοῦ ἀνταποκριτοῦ μας). — Κατὰ πληροφορίες ἀπ' τὴ Σόφια, τὸ νομοσχέδιο γιὰ τὴν ἀμνηστεία ποὺ κατατέθηκε στὴ Βουλή, θὰ συζητηθεῖ σήμερα. bbox=[709, 1472, 933, 1561]
banner-line: ΓΙΑ ΝΑ ΠΕΘΑΝΗΣ ΑΠ' ΤΗΝ ΠΕΙΝΑ bbox=[1210, 155, 1534, 215]
headline: ΑΙΜΑΤΗΡΕΣ ΣΥΓΚΡΟΥΣΕΙΣ ΜΕ ΤΗΝ ΑΣΤΥΝΟΜΙΑ ΚΑΙ ΤΟ ΣΤΡΑΤΟ bbox=[1197, 1252, 1547, 1268]
paragraph: τοὺς ἐργάτες πάνω στὰ διδάγματα τῆς ἀπεργίας, ὥστε σὲ κάθε νέα σύγκρουση νὰ εἴμαστε πιὸ δυνατοί καὶ πιὸ ἀποφασιστικοί. bbox=[267, 1117, 460, 1191]
headline: ΤΙΣ ΩΡΕΣ ΔΟΥΛΕΙΑΣ ΤΩΝ ΙΔΙΩΤΙΚΩΝ ΥΠΑΛΛΗΛΩΝ bbox=[529, 784, 876, 802]
imprint bbox=[62, 1586, 460, 1632]
paragraph: Ἡ ἀμνηστεία δὲν θὰ ἀφορᾶ τοὺς πολιτικοὺς κρατούμενους τοῦ Κ.Κ. bbox=[709, 1566, 933, 1595]
paragraph: Καὶ μερικὰ στοιχεῖα γιὰ τὴν ἀντεπαναστατικὴ δράση τῆς ἀρχειομαρξιστικῆς ὀργάνωσης: Τὸ ἀπόγευμα τῆς Κυριακῆς ποὺ εἶχε γίνει ἡ ἐπίθεση στὰ γραφεῖα τοῦ σωματείου, οἱ ἀρχειομαρξιστὲς βοήθησαν τοὺς χωροφύλακες. bbox=[267, 724, 460, 843]
paragraph: ΛΟΝΔΙΝΟ, 27 Δεκεμβρίου. (Τοῦ ἀνταποκριτοῦ μας). — Κατὰ πληροφορίες ἀπ' τὴ Νέα Ὑόρκη, ἡ Ἀμερικανικὴ Ἕνωση Εἰρήνης δημοσίευσε στατιστικὴ γιὰ τοὺς ἐξοπλισμοὺς τῶν μεγάλων Δυνάμεων. bbox=[942, 1003, 1166, 1092]
signature: Δ. ΣΙΤΟΣ bbox=[402, 1195, 454, 1209]
main-headline: ΕΞΕΓΕΡΣΗ bbox=[603, 38, 1039, 116]
paragraph: τοὺς ἀπεργοσπάστες καὶ τὴν ἀστυνομία. Οἱ διαδηλώσεις ποὺ ὀργανώσαμε ἔκαμαν τὸ ἀφεντικὸ νὰ λυγίσει. Ἀλλὰ ἔπρεπε νὰ εἴχαμε γερὴ ὀργάνωση στὰ ἐργαστήρια. bbox=[62, 1072, 255, 1161]
divider bbox=[1182, 337, 1562, 339]
headline: ΣΚΟΤΩΘΗΚΑΝ ΚΑΙ ΤΡΑΥΜΑΤΙΣΤΗΚΑΝ 6) bbox=[1261, 1272, 1483, 1288]
article-body bbox=[1182, 1048, 1562, 1123]
divider bbox=[476, 1187, 699, 1188]
paragraph: Ἡ κυβέρνηση ἐπιδιώκει νὰ φορτώσει τὰ βάρη τῆς κρίσης στὶς πλάτες τῶν ἐργαζομένων. Οἱ ὑπάλληλοι πρέπει νὰ ἀπαντήσουν μὲ ἑνιαῖο μέτωπο πάλης. bbox=[708, 808, 930, 882]
imprint-name: ΜΙΧ. ΒΟΖΙΑΔΗΣ bbox=[206, 1604, 316, 1619]
bottom-row bbox=[62, 1227, 460, 1567]
headline: ΓΙΑ ΤΟ ΣΤΡΑΤΙΩΤΙΚΟΦΑΣΙΣΤΙΚΟ ΚΙΝΗΜΑ bbox=[477, 1221, 699, 1237]
paragraph: Ἐμεῖς φυσικὰ δὲν θὰ βασιστοῦμε στὰ λόγια τους. Οἱ ἐργάτες θὰ κρίνουν ἀπὸ τὰ ἔργα τους. bbox=[267, 848, 460, 907]
headline: ΕΜΠΟΡΙΚΗ ΣΥΜΒΑΣΗ bbox=[978, 603, 1132, 621]
article-body bbox=[62, 707, 460, 985]
paragraph: Προχθὲς ἔγιναν τὰ ἐγκαίνια τῆς τηλεφωνικῆς συγκοινωνίας μεταξὺ Ἀγκύρας καὶ Θεσσαλονίκης. bbox=[476, 1403, 700, 1447]
article-body bbox=[1182, 878, 1562, 968]
headline-line: ΑΝΟΙΚΟΔΟΜΟΥΝ ΝΙΚΗΦΟΡΑ ΤΟ ΣΟΣΙΑΛΙΣΜΟ bbox=[540, 417, 1102, 448]
paragraph: (Συνέχεια ἀπ' τὴν Α' Σελίδα) bbox=[76, 1053, 240, 1067]
